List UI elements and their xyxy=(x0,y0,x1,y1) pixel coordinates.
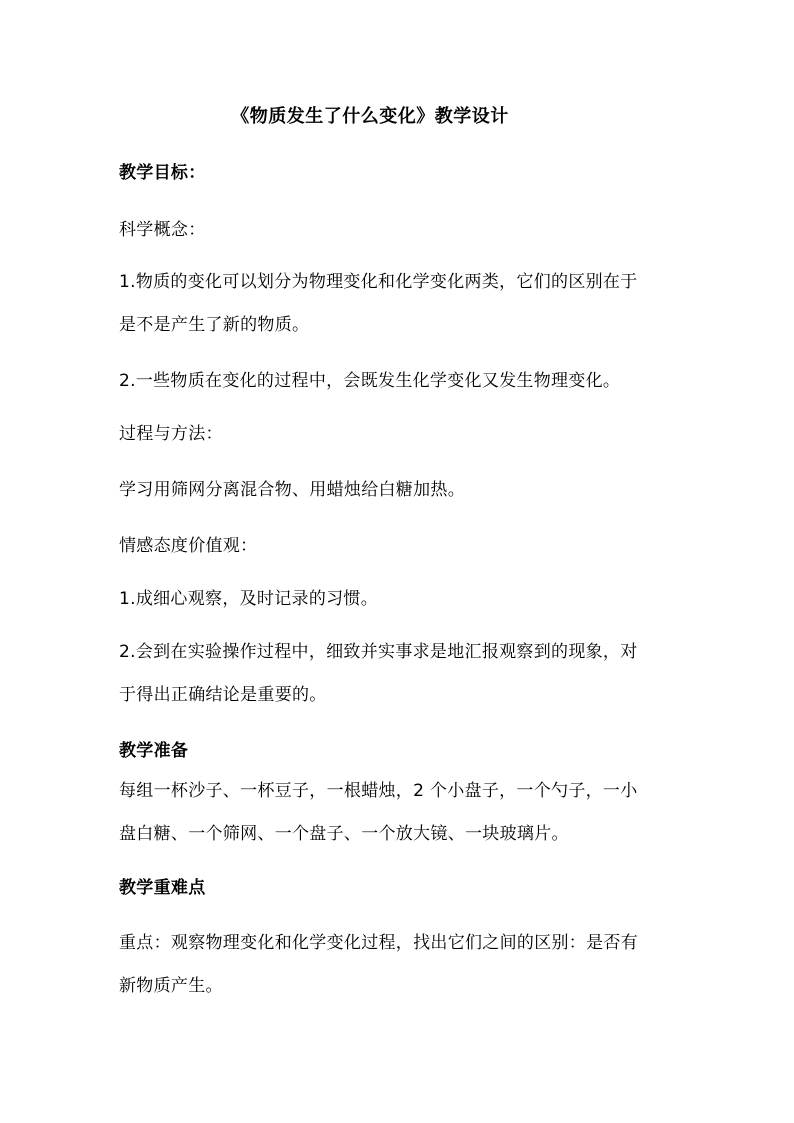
paragraph-line: 1.成细心观察，及时记录的习惯。 xyxy=(119,589,379,609)
paragraph-line: 每组一杯沙子、一杯豆子，一根蜡烛，2 个小盘子，一个勺子，一小 xyxy=(119,781,638,801)
paragraph-line: 1.物质的变化可以划分为物理变化和化学变化两类，它们的区别在于 xyxy=(119,272,638,292)
heading-teaching-preparation: 教学准备 xyxy=(119,741,189,761)
paragraph-line: 是不是产生了新的物质。 xyxy=(119,315,310,335)
paragraph-line: 重点：观察物理变化和化学变化过程，找出它们之间的区别：是否有 xyxy=(119,933,638,953)
heading-key-difficult-points: 教学重难点 xyxy=(119,878,206,898)
paragraph-line: 学习用筛网分离混合物、用蜡烛给白糖加热。 xyxy=(119,480,465,500)
subheading-process-methods: 过程与方法： xyxy=(119,424,223,444)
paragraph-line: 2.会到在实验操作过程中，细致并实事求是地汇报观察到的现象，对 xyxy=(119,642,638,662)
subheading-attitude-values: 情感态度价值观： xyxy=(119,536,258,556)
paragraph-line: 于得出正确结论是重要的。 xyxy=(119,685,327,705)
subheading-science-concepts: 科学概念： xyxy=(119,220,206,240)
paragraph-line: 盘白糖、一个筛网、一个盘子、一个放大镜、一块玻璃片。 xyxy=(119,824,569,844)
heading-teaching-goals: 教学目标： xyxy=(119,163,206,183)
paragraph-line: 2.一些物质在变化的过程中，会既发生化学变化又发生物理变化。 xyxy=(119,371,621,391)
document-title: 《物质发生了什么变化》教学设计 xyxy=(231,106,509,127)
paragraph-line: 新物质产生。 xyxy=(119,976,223,996)
